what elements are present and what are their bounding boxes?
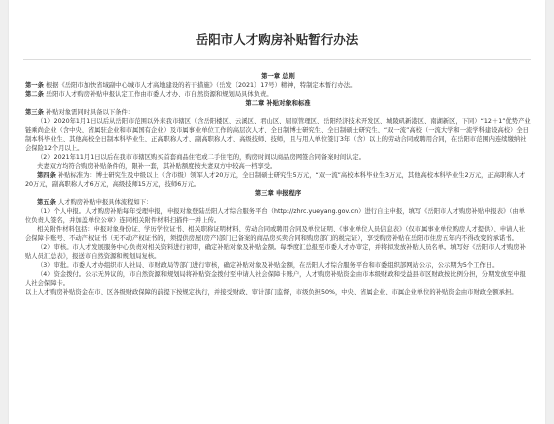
condition-1: （1）2020年1月1日以后从岳阳市范围以外来我市辖区（含岳阳楼区、云溪区、君山区、屈原管理区、岳阳经济技术开发区、城陵矶新港区、南湖新区，下同）“12＋1”优势产业链乘尚企业（含中央、省属驻企业和市属国有企业）及市属事业单位工作的高层次人才、全日制博士研究生、全日制硕士研究生、“双一流”高校（一流大学和一流学科建设高校）全日制本科毕业生、其他高校全日制本科毕业生、正高职称人才、副高职称人才、高级技师、技师，且与用人单位签订3年（含）以上的劳动合同或聘用合同，在岳阳市范围内连续缴纳社会保险12个月以上。 (25, 118, 531, 152)
article-1-text: 根据《岳阳市加快省域副中心城市人才高地建设的若干措施》（岳发〔2021〕17号）精神，特制定本暂行办法。 (45, 82, 357, 89)
article-4-text: 补贴标准为：博士研究生及中级以上（含市级）领军人才20万元，全日制硕士研究生5万元，“双一流”高校本科毕业生3万元，其他高校本科毕业生2万元，正高职称人才20万元，副高职称人才6万元，高级技师15万元，技师6万元。 (25, 172, 526, 188)
article-5-text: 人才购房补贴申报具体流程如下： (57, 199, 153, 206)
article-1-label: 第一条 (25, 82, 44, 89)
article-3-label: 第三条 (25, 109, 44, 116)
article-2 (25, 90, 531, 99)
document-title: 岳阳市人才购房补贴暂行办法 (195, 32, 359, 47)
step-4-continued: 以上人才购房补贴资金在市、区各级财政保障的前提下按规定执行，并接受财政、审计部门监督，市级负担50%，中央、省属企业、市属企业单位的补贴资金由市财政全额承担。 (25, 289, 518, 296)
step-3: （3）审批。市委人才办组织市人社局、市财政局等部门进行审核，确定补贴对象及补贴金额，在岳阳人才综合服务平台和市委组织部网站公示，公示期为5个工作日。 (37, 262, 499, 269)
article-2-text: 岳阳市人才购房补贴申报认定工作由市委人才办、市自然资源和规划局具体负责。 (45, 91, 273, 98)
article-2-label: 第二条 (25, 91, 44, 98)
document-body (25, 72, 531, 297)
chapter-2-heading: 第二章 补贴对象和标准 (245, 100, 311, 107)
article-5-label: 第五条 (37, 199, 56, 206)
title-divider (23, 59, 531, 60)
condition-2: （2）2021年11月1日以后在我市市辖区购买首套商品住宅或二手住宅的，购房时间以商品房网签合同备案时间认定。 (37, 154, 366, 161)
chapter-1-heading: 第一章 总则 (261, 73, 295, 80)
step-4: （4）资金拨付。公示无异议的，市自然资源和规划局将补贴资金拨付至申请人社会保障卡账户，人才购房补贴资金由市本级财政和受益县市区财政按比例分担，分期发放至申报人社会保障卡。 (25, 271, 526, 287)
chapter-3-heading: 第三章 申报程序 (254, 190, 302, 197)
document-page (9, 0, 545, 424)
article-4-label: 第四条 (37, 172, 56, 179)
article-1 (25, 81, 531, 90)
step-1-attachments: 相关附件材料包括：申报对象身份证、学历学位证书、相关职称证明材料、劳动合同或聘用合同及单位证明、《事业单位人员信息表》（仅市属事业单位购房人才提供）、申请人社会保障卡账号、不动产权证书（无不动产权证书的，须提供房屋(房产)部门已备案的商品房买卖合同和购房部门的税完证），享受购房补贴在岳阳市住房五年内不得改变的承诺书。 (25, 226, 526, 242)
step-1: （1）个人申报。人才购房补贴每年受理申报，申报对象登陆岳阳人才综合服务平台（http://zhrc.yueyang.gov.cn）进行自主申报，填写《岳阳市人才购房补贴申报表》（由单位负责人签名，并加盖单位公章）连同相关附件材料扫描件一并上传。 (25, 208, 526, 224)
article-5 (25, 198, 531, 207)
article-4 (25, 171, 531, 189)
condition-3: 夫妻双方均符合购房补贴条件的，限补一套，其补贴额度按夫妻双方中较高一档享受。 (37, 163, 277, 170)
article-3 (25, 108, 531, 117)
step-2: （2）审核。市人才发展服务中心负责对相关资料进行初审，确定补贴对象及补贴金额。每季度汇总报至市委人才办审定，并将拟发放补贴人员名单。填写好《岳阳市人才购房补贴人员汇总表》，报送市自然资源和规划局复核。 (25, 244, 526, 260)
article-3-text: 补贴对象需同时具备以下条件： (45, 109, 135, 116)
